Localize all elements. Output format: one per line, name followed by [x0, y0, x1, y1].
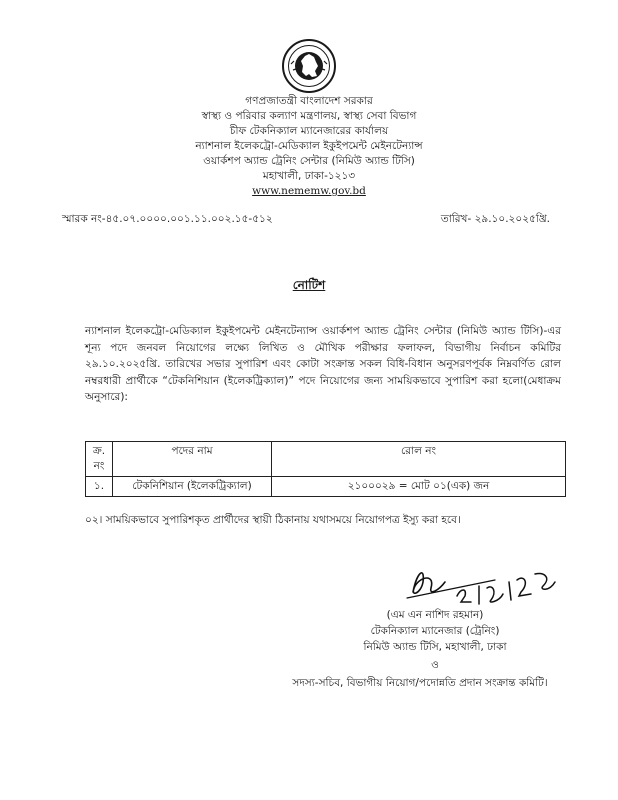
website-link[interactable]: www.nememw.gov.bd [252, 185, 366, 197]
handwritten-signature-icon [395, 552, 565, 614]
signatory-name: (এম এন নাশিদ রহমান) [386, 609, 484, 621]
recommendation-table [85, 441, 566, 497]
header-website-row [0, 184, 618, 198]
header-government: গণপ্রজাতন্ত্রী বাংলাদেশ সরকার [245, 95, 373, 107]
note-paragraph: ০২। সাময়িকভাবে সুপারিশকৃত প্রার্থীদের স্থায়ী ঠিকানায় যথাসময়ে নিয়োগপত্র ইস্যু করা হবে। [85, 514, 461, 526]
header-ministry: স্বাস্থ্য ও পরিবার কল্যাণ মন্ত্রণালয়, স্বাস্থ্য সেবা বিভাগ [201, 110, 417, 122]
column-header-post: পদের নাম [113, 442, 272, 477]
column-header-roll: রোল নং [272, 442, 566, 477]
notice-body: ন্যাশনাল ইলেকট্রো-মেডিক্যাল ইকুইপমেন্ট মেইনটেন্যান্স ওয়ার্কশপ অ্যান্ড ট্রেনিং সেন্টার (নিমিউ অ্যান্ড টিসি)-এর শূন্য পদে জনবল নিয়োগের লক্ষ্যে লিখিত ও মৌখিক পরীক্ষার ফলাফল, বিভাগীয় নির্বাচন কমিটির ২৯.১০.২০২৫খ্রি. তারিখের সভার সুপারিশ এবং কোটা সংক্রান্ত সকল বিধি-বিধান অনুসরণপূর্বক নিম্নবর্ণিত রোল নম্বরধারী প্রার্থীকে “টেকনিশিয়ান (ইলেকট্রিক্যাল)” পদে নিয়োগের জন্য সাময়িকভাবে সুপারিশ করা হলো(মেধাক্রম অনুসারে): [85, 325, 561, 403]
header-organization-cont: ওয়ার্কশপ অ্যান্ড ট্রেনিং সেন্টার (নিমিউ অ্যান্ড টিসি) [203, 155, 415, 167]
cell-post: টেকনিশিয়ান (ইলেকট্রিক্যাল) [113, 477, 272, 497]
cell-serial: ১. [86, 477, 113, 497]
signatory-role: সদস্য-সচিব, বিভাগীয় নিয়োগ/পদোন্নতি প্রদান সংক্রান্ত কমিটি। [292, 677, 548, 689]
signatory-conjunction: ও [431, 659, 439, 671]
memo-date: তারিখ- ২৯.১০.২০২৫খ্রি. [440, 213, 550, 225]
table-header-row [86, 442, 566, 477]
cell-roll: ২১০০০২৯ = মোট ০১(এক) জন [272, 477, 566, 497]
header-office: চীফ টেকনিক্যাল ম্যানেজারের কার্যালয় [229, 125, 389, 137]
header-address: মহাখালী, ঢাকা-১২১৩ [262, 170, 356, 182]
signatory-designation: টেকনিক্যাল ম্যানেজার (ট্রেনিং) [370, 625, 500, 637]
table-row [86, 477, 566, 497]
notice-title: নোটিশ [292, 278, 326, 292]
header-organization: ন্যাশনাল ইলেকট্রো-মেডিক্যাল ইকুইপমেন্ট মেইনটেন্যান্স [195, 140, 423, 152]
government-seal-icon [281, 38, 337, 94]
signatory-office: নিমিউ অ্যান্ড টিসি, মহাখালী, ঢাকা [363, 641, 507, 653]
column-header-serial: ক্র. নং [86, 442, 113, 477]
memo-number: স্মারক নং-৪৫.০৭.০০০০.০০১.১১.০০২.১৫-৫১২ [62, 213, 273, 225]
